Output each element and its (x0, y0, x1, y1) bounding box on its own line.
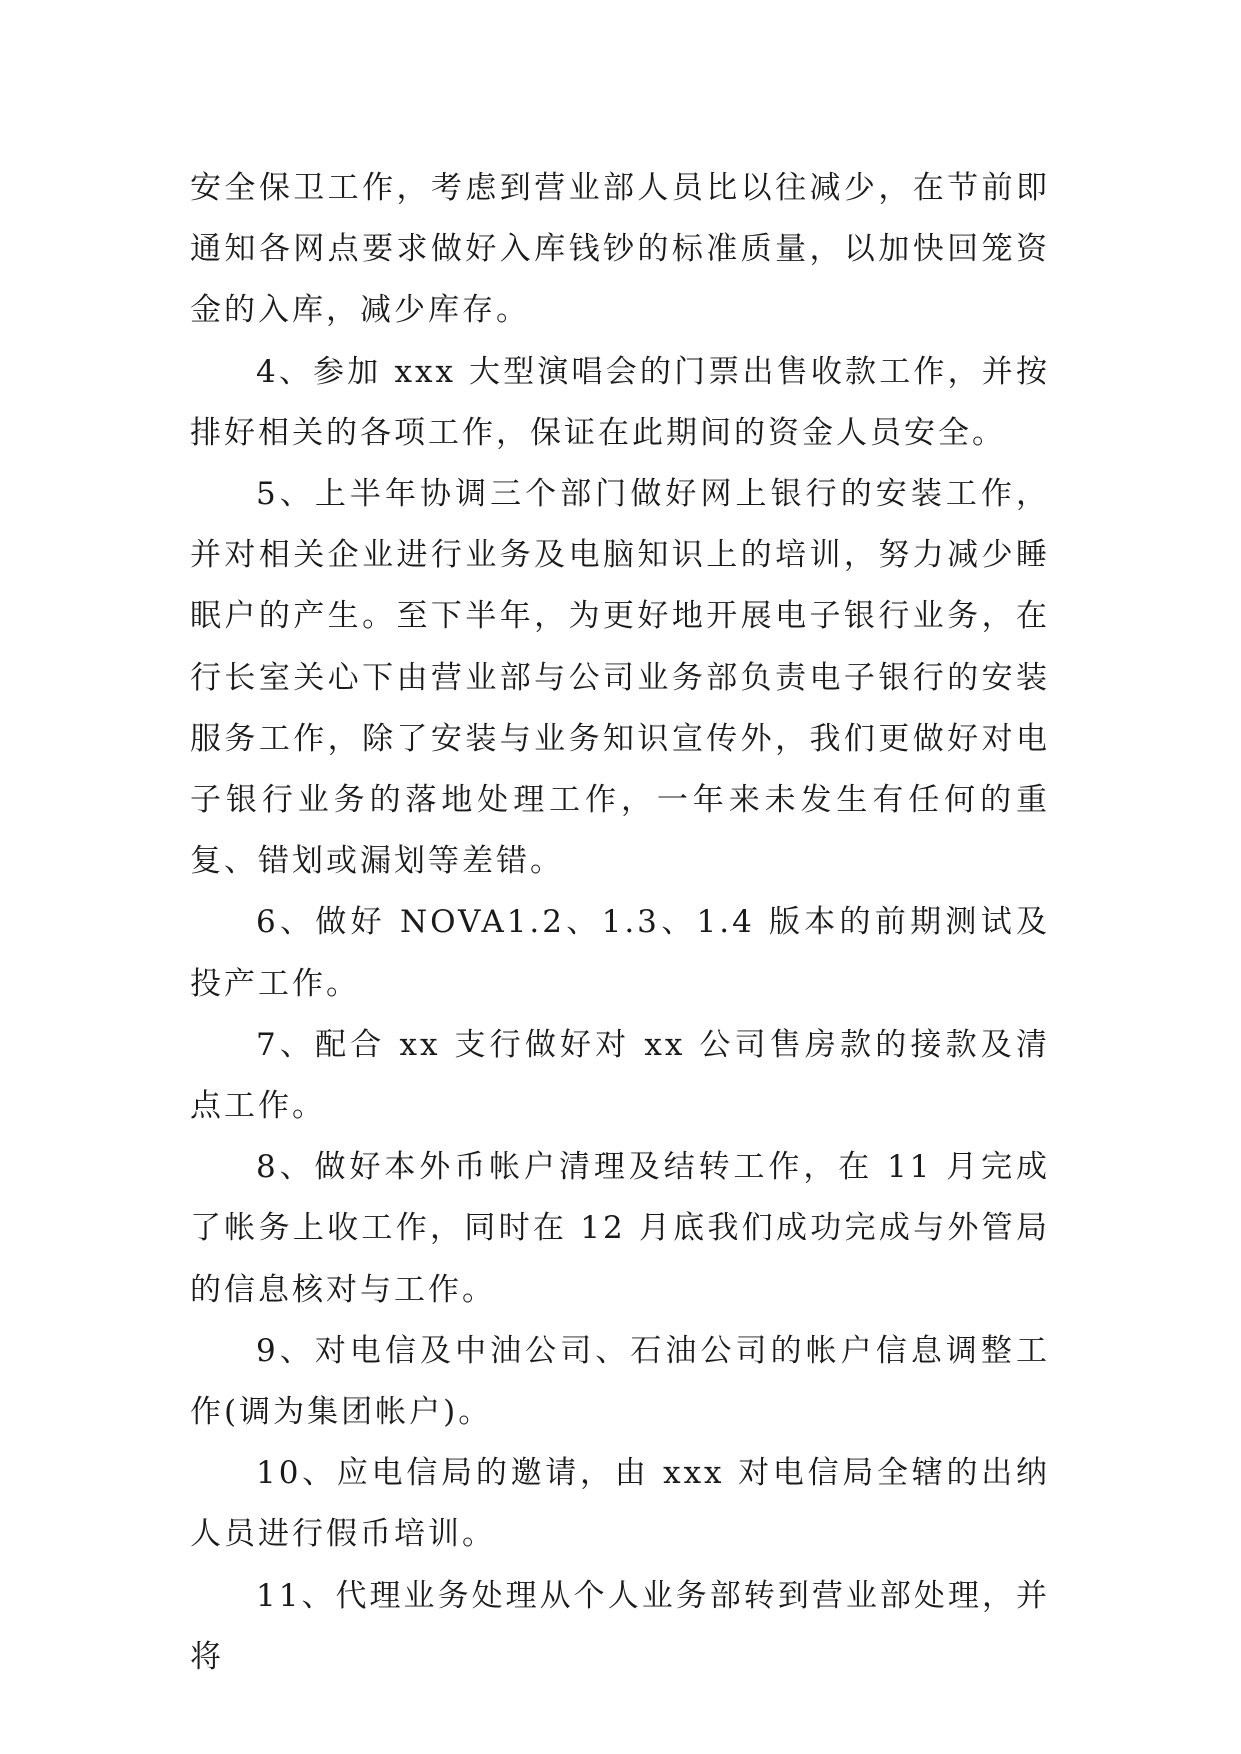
paragraph-item-10: 10、应电信局的邀请，由 xxx 对电信局全辖的出纳人员进行假币培训。 (190, 1455, 1050, 1553)
paragraph-item-7: 7、配合 xx 支行做好对 xx 公司售房款的接款及清点工作。 (190, 1026, 1050, 1125)
paragraph-item-6: 6、做好 NOVA1.2、1.3、1.4 版本的前期测试及投产工作。 (190, 904, 1050, 1002)
document-body (190, 158, 1050, 1688)
paragraph-security-work: 安全保卫工作，考虑到营业部人员比以往减少，在节前即通知各网点要求做好入库钱钞的标准质量，以加快回笼资金的入库，减少库存。 (190, 170, 1050, 329)
paragraph-item-8: 8、做好本外币帐户清理及结转工作，在 11 月完成了帐务上收工作，同时在 12 月底我们成功完成与外管局的信息核对与工作。 (190, 1149, 1050, 1308)
paragraph-item-4: 4、参加 xxx 大型演唱会的门票出售收款工作，并按排好相关的各项工作，保证在此期间的资金人员安全。 (190, 353, 1050, 451)
paragraph-item-11: 11、代理业务处理从个人业务部转到营业部处理，并将 (190, 1577, 1050, 1675)
paragraph-item-5: 5、上半年协调三个部门做好网上银行的安装工作，并对相关企业进行业务及电脑知识上的培训，努力减少睡眠户的产生。至下半年，为更好地开展电子银行业务，在行长室关心下由营业部与公司业务部负责电子银行的安装服务工作，除了安装与业务知识宣传外，我们更做好对电子银行业务的落地处理工作，一年来未发生有任何的重复、错划或漏划等差错。 (190, 476, 1050, 880)
paragraph-item-9: 9、对电信及中油公司、石油公司的帐户信息调整工作(调为集团帐户)。 (190, 1332, 1050, 1431)
